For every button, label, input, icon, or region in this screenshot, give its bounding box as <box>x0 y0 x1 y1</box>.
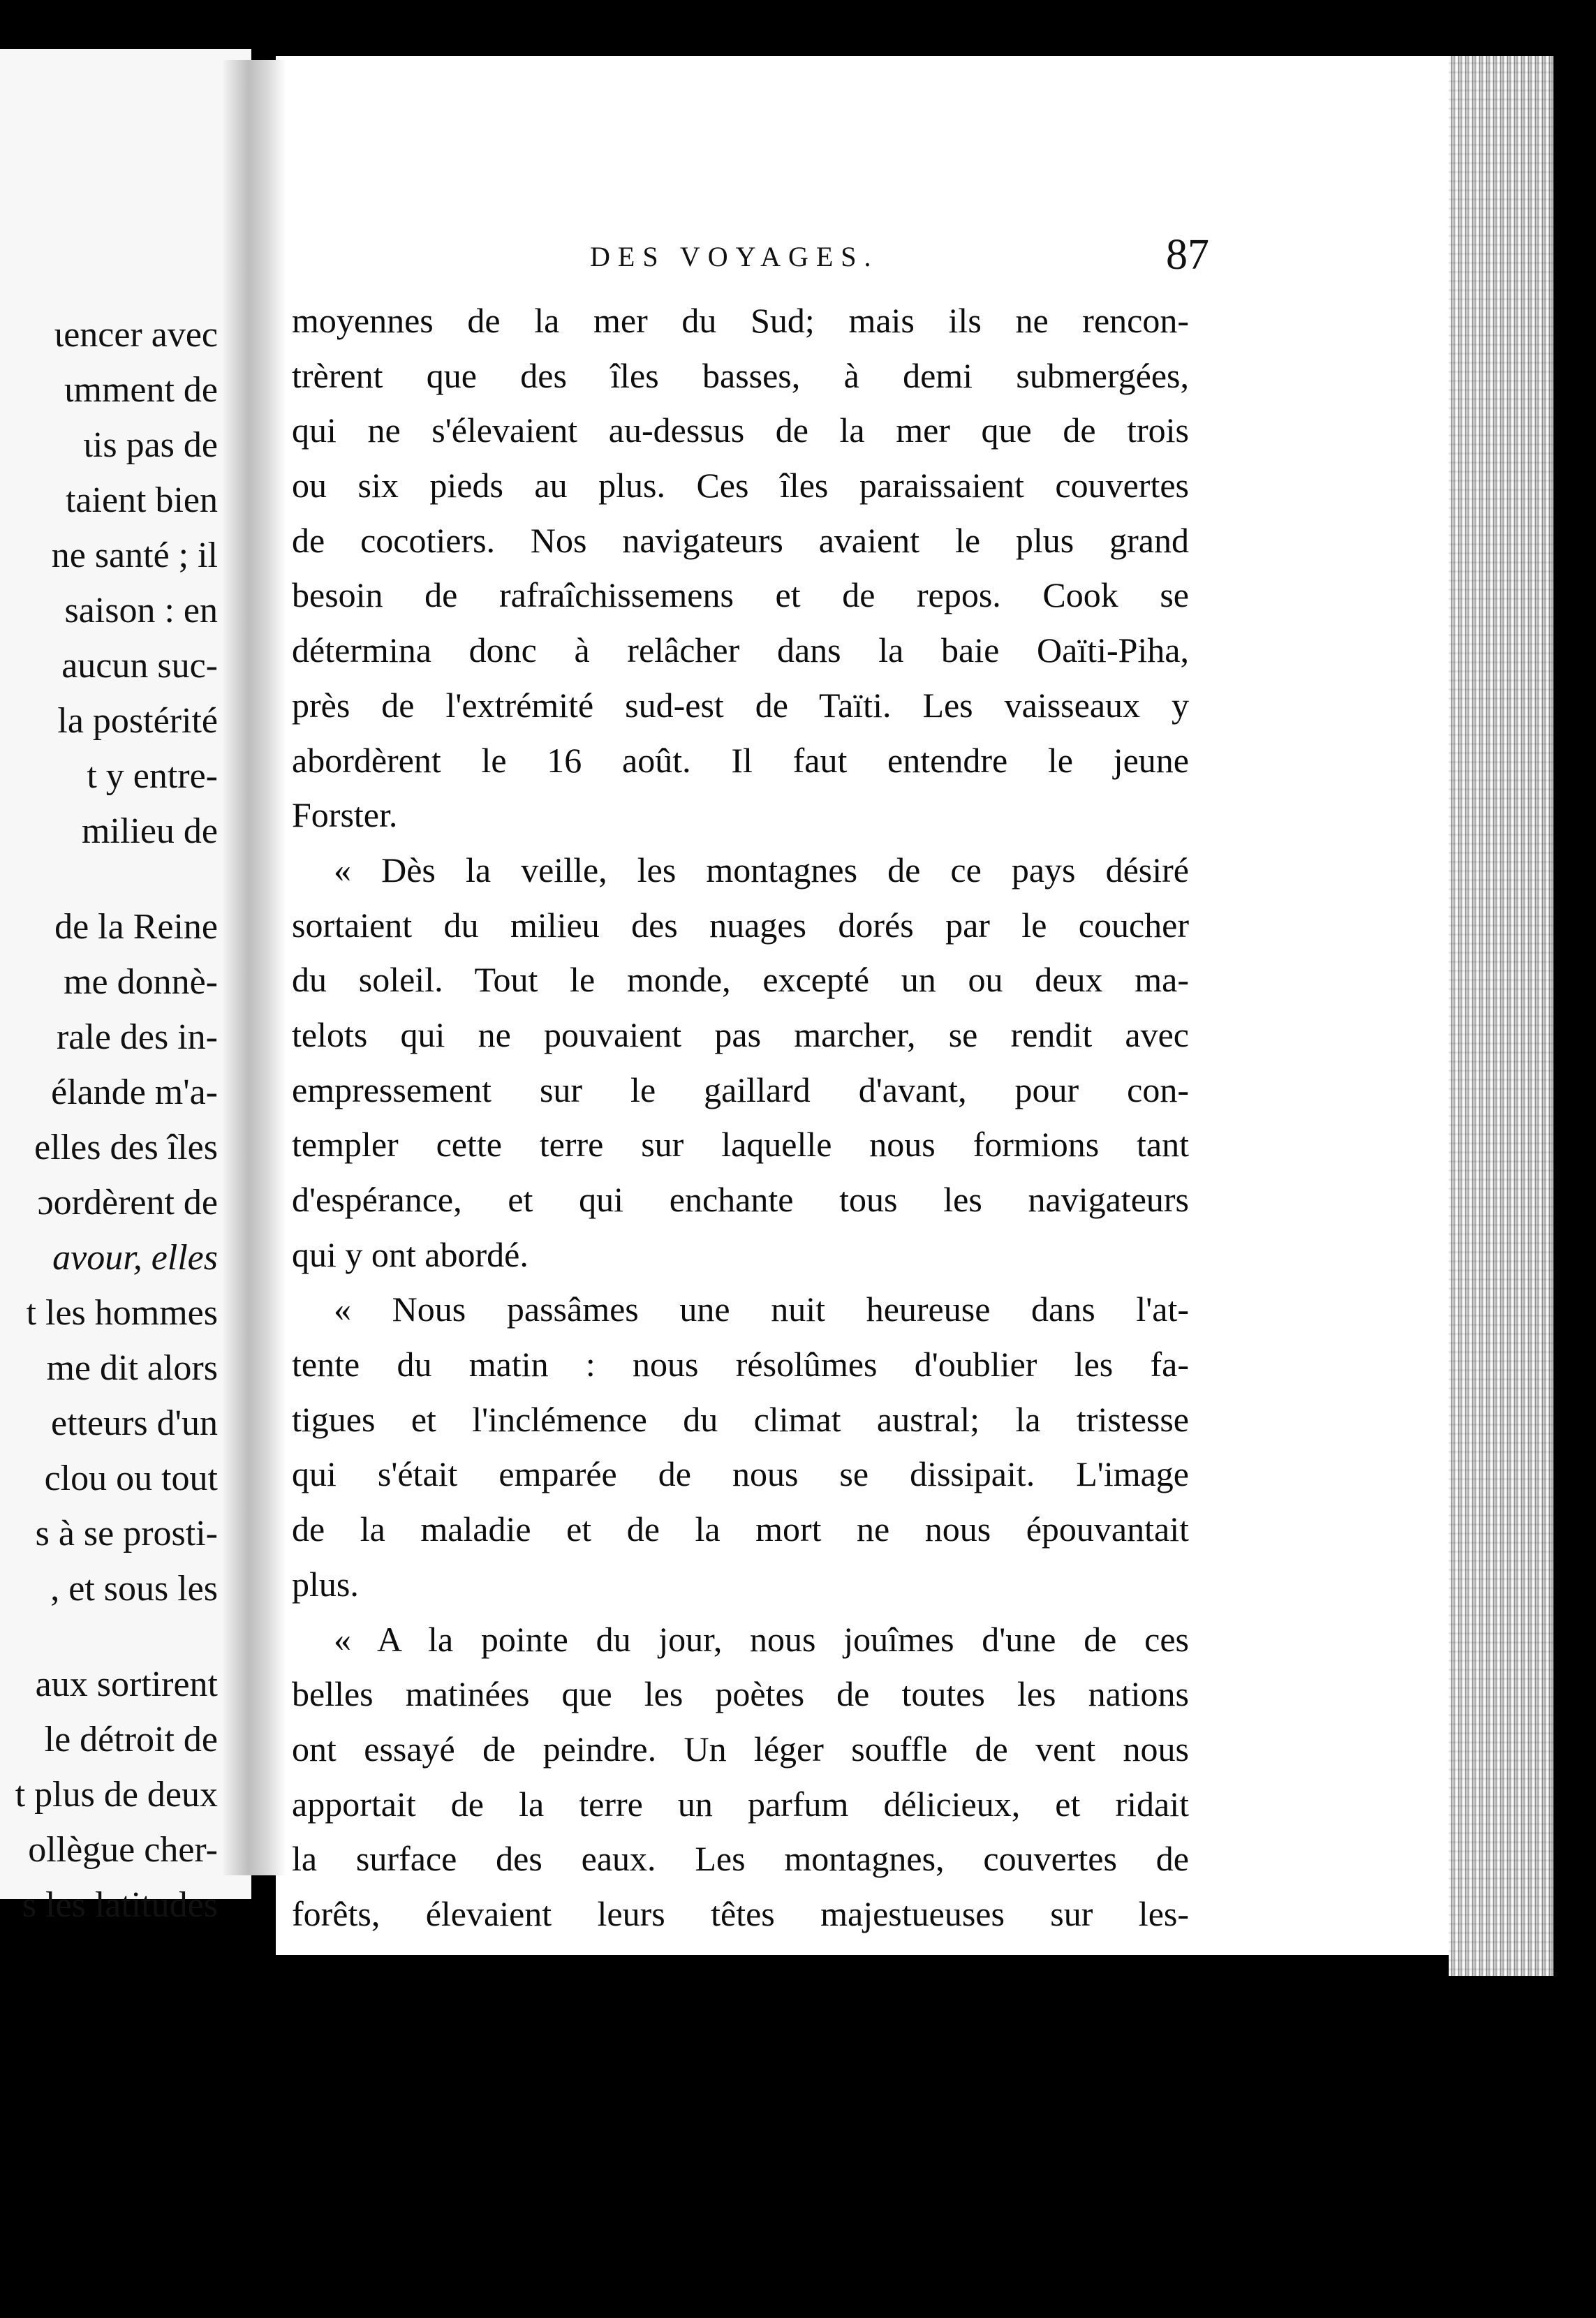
text-line: plus. <box>292 1564 359 1604</box>
previous-page-line: le détroit de <box>44 1720 218 1759</box>
text-line: ou six pieds au plus. Ces îles paraissaient couvertes <box>292 466 1189 505</box>
text-line: empressement sur le gaillard d'avant, pour con- <box>292 1070 1189 1109</box>
text-line: belles matinées que les poètes de toutes les nations <box>292 1674 1189 1714</box>
previous-page <box>0 49 251 1925</box>
previous-page-line: t y entre- <box>87 756 218 796</box>
previous-page-line: taient bien <box>65 480 218 520</box>
text-line: « Nous passâmes une nuit heureuse dans l'at- <box>334 1290 1189 1329</box>
text-line: templer cette terre sur laquelle nous formions tant <box>292 1125 1189 1165</box>
previous-page-line: s à se prosti- <box>35 1514 218 1553</box>
paragraph-gap <box>15 859 218 899</box>
previous-page-line: de la Reine <box>54 907 218 947</box>
previous-page-line: rale des in- <box>56 1017 218 1057</box>
text-line: telots qui ne pouvaient pas marcher, se rendit avec <box>292 1014 1189 1054</box>
previous-page-line: me donnè- <box>64 962 218 1002</box>
text-line: détermina donc à relâcher dans la baie Oaïti-Piha, <box>292 630 1189 670</box>
page-body-text <box>292 293 1189 1942</box>
text-line: tigues et l'inclémence du climat austral; la tristesse <box>292 1399 1189 1439</box>
previous-page-line: la postérité <box>57 701 218 741</box>
previous-page-line: élande m'a- <box>51 1072 218 1112</box>
text-line: de la maladie et de la mort ne nous épouvantait <box>292 1509 1189 1549</box>
previous-page-line: ɩis pas de <box>82 425 218 465</box>
text-line: ont essayé de peindre. Un léger souffle de vent nous <box>292 1729 1189 1769</box>
text-line: qui ne s'élevaient au-dessus de la mer que de trois <box>292 411 1189 450</box>
previous-page-line: etteurs d'un <box>51 1403 218 1443</box>
running-head <box>276 230 1456 286</box>
previous-page-line: me dit alors <box>46 1348 218 1388</box>
previous-page-line: , et sous les <box>50 1569 218 1609</box>
text-line: trèrent que des îles basses, à demi submergées, <box>292 355 1189 395</box>
previous-page-line: avour, elles <box>52 1238 218 1278</box>
text-line: « A la pointe du jour, nous jouîmes d'une de ces <box>334 1619 1189 1659</box>
previous-page-line: ɩencer avec <box>54 315 218 355</box>
text-line: « Dès la veille, les montagnes de ce pays désiré <box>334 850 1189 889</box>
text-line: du soleil. Tout le monde, excepté un ou deux ma- <box>292 960 1189 1000</box>
text-line: besoin de rafraîchissemens et de repos. Cook se <box>292 575 1189 615</box>
previous-page-line: t plus de deux <box>15 1775 218 1815</box>
text-line: forêts, élevaient leurs têtes majestueuses sur les- <box>292 1893 1189 1933</box>
text-line: moyennes de la mer du Sud; mais ils ne rencon- <box>292 301 1189 340</box>
previous-page-line: ɔordèrent de <box>37 1183 218 1223</box>
text-line: abordèrent le 16 août. Il faut entendre le jeune <box>292 740 1189 780</box>
previous-page-line: ne santé ; il <box>51 536 218 575</box>
previous-page-line: aucun suc- <box>61 646 218 686</box>
text-line: la surface des eaux. Les montagnes, couvertes de <box>292 1839 1189 1879</box>
page-number: 87 <box>1166 231 1209 279</box>
text-line: tente du matin : nous résolûmes d'oublier les fa- <box>292 1345 1189 1385</box>
previous-page-line: elles des îles <box>34 1128 218 1167</box>
page-block-edge <box>1449 56 1553 1976</box>
text-line: apportait de la terre un parfum délicieux, et ridait <box>292 1784 1189 1824</box>
previous-page-line: ollègue cher- <box>28 1830 218 1870</box>
text-line: qui s'était emparée de nous se dissipait. L'image <box>292 1454 1189 1494</box>
previous-page-line: t les hommes <box>26 1293 218 1333</box>
text-line: de cocotiers. Nos navigateurs avaient le plus grand <box>292 520 1189 560</box>
previous-page-line: s les latitudes <box>22 1885 218 1925</box>
previous-page-line: aux sortirent <box>35 1664 218 1704</box>
previous-page-line: clou ou tout <box>44 1459 218 1498</box>
book-gutter <box>223 60 286 1875</box>
previous-page-line: saison : en <box>64 591 218 630</box>
text-line: sortaient du milieu des nuages dorés par le coucher <box>292 905 1189 945</box>
text-line: d'espérance, et qui enchante tous les navigateurs <box>292 1180 1189 1219</box>
previous-page-line: milieu de <box>82 811 218 851</box>
text-line: qui y ont abordé. <box>292 1234 529 1274</box>
running-title: DES VOYAGES. <box>590 241 879 272</box>
text-line: Forster. <box>292 795 398 835</box>
previous-page-line: ɩmment de <box>64 370 218 410</box>
paragraph-gap <box>15 1616 218 1657</box>
previous-page-text <box>15 307 218 1933</box>
text-line: près de l'extrémité sud-est de Taïti. Les vaisseaux y <box>292 685 1189 725</box>
